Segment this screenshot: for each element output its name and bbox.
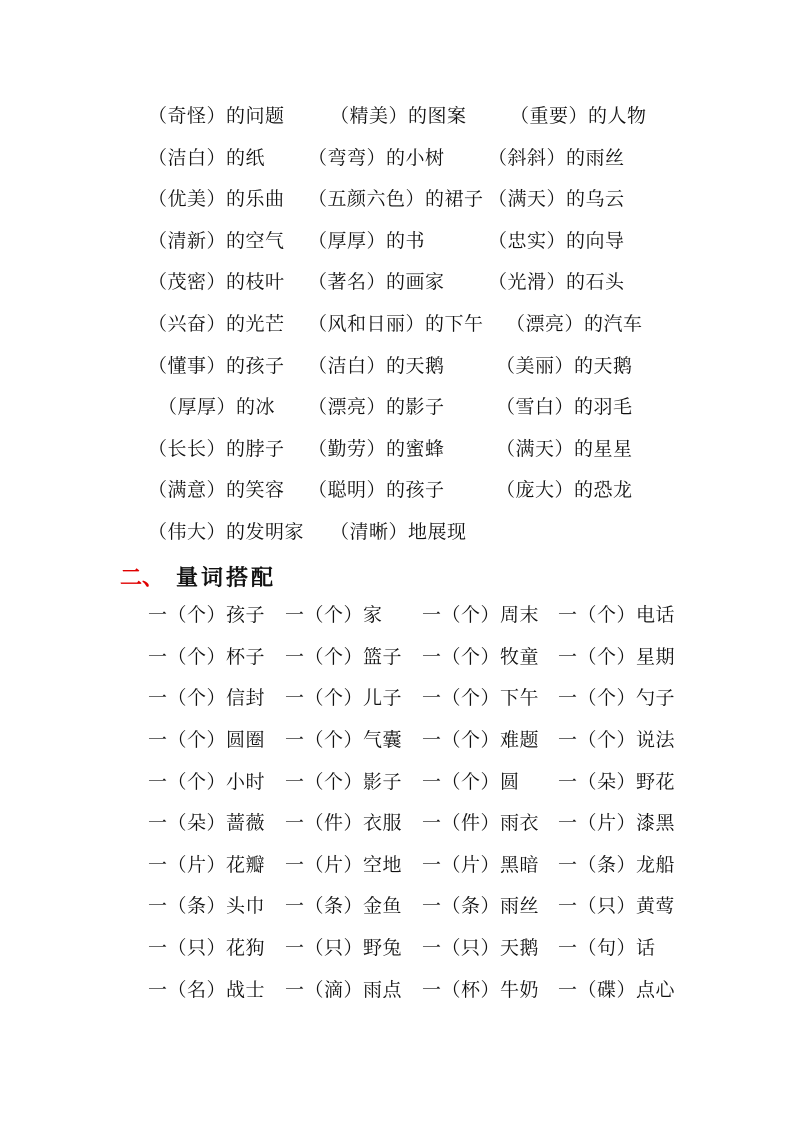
- measure-phrase: 一（件）衣服: [285, 812, 403, 834]
- measure-phrase: 一（个）难题: [422, 729, 540, 751]
- phrase: （聪明）的孩子: [308, 479, 445, 501]
- measure-phrase: 一（个）下午: [422, 687, 540, 709]
- measure-phrase: 一（个）星期: [558, 646, 676, 668]
- measure-phrase: 一（条）金鱼: [285, 895, 403, 917]
- phrase: （懂事）的孩子: [148, 355, 285, 377]
- measure-phrase: 一（个）信封: [148, 687, 266, 709]
- measure-phrase: 一（个）杯子: [148, 646, 266, 668]
- measure-phrase: 一（句）话: [558, 937, 656, 959]
- measure-phrase: 一（个）牧童: [422, 646, 540, 668]
- measure-phrase: 一（个）周末: [422, 604, 540, 626]
- measure-phrase: 一（片）花瓣: [148, 854, 266, 876]
- phrase: （雪白）的羽毛: [496, 396, 633, 418]
- measure-phrase: 一（滴）雨点: [285, 979, 403, 1001]
- measure-phrase: 一（个）圆圈: [148, 729, 266, 751]
- phrase: （重要）的人物: [510, 105, 647, 127]
- phrase: （美丽）的天鹅: [496, 355, 633, 377]
- phrase: （斜斜）的雨丝: [488, 147, 625, 169]
- measure-phrase: 一（只）野兔: [285, 937, 403, 959]
- measure-phrase: 一（件）雨衣: [422, 812, 540, 834]
- measure-phrase: 一（个）圆: [422, 771, 520, 793]
- measure-phrase: 一（条）头巾: [148, 895, 266, 917]
- phrase: （兴奋）的光芒: [148, 313, 285, 335]
- phrase: （伟大）的发明家: [148, 521, 305, 543]
- phrase: （茂密）的枝叶: [148, 271, 285, 293]
- measure-phrase: 一（个）勺子: [558, 687, 676, 709]
- measure-phrase: 一（个）小时: [148, 771, 266, 793]
- measure-phrase: 一（只）黄莺: [558, 895, 676, 917]
- phrase: （优美）的乐曲: [148, 188, 285, 210]
- measure-phrase: 一（朵）野花: [558, 771, 676, 793]
- measure-phrase: 一（个）说法: [558, 729, 676, 751]
- phrase: （洁白）的天鹅: [308, 355, 445, 377]
- measure-phrase: 一（碟）点心: [558, 979, 676, 1001]
- measure-phrase: 一（片）漆黑: [558, 812, 676, 834]
- measure-phrase: 一（条）雨丝: [422, 895, 540, 917]
- phrase: （满天）的星星: [496, 438, 633, 460]
- measure-phrase: 一（个）家: [285, 604, 383, 626]
- measure-phrase: 一（个）气囊: [285, 729, 403, 751]
- measure-phrase: 一（只）天鹅: [422, 937, 540, 959]
- phrase: （著名）的画家: [308, 271, 445, 293]
- phrase: （满天）的乌云: [488, 188, 625, 210]
- measure-phrase: 一（片）空地: [285, 854, 403, 876]
- measure-phrase: 一（片）黑暗: [422, 854, 540, 876]
- measure-phrase: 一（只）花狗: [148, 937, 266, 959]
- phrase: （漂亮）的汽车: [506, 313, 643, 335]
- section-number: 二、: [120, 566, 165, 591]
- section-title: 量词搭配: [176, 566, 277, 591]
- phrase: （精美）的图案: [330, 105, 467, 127]
- measure-phrase: 一（个）儿子: [285, 687, 403, 709]
- measure-phrase: 一（朵）蔷薇: [148, 812, 266, 834]
- phrase: （勤劳）的蜜蜂: [308, 438, 445, 460]
- phrase: （清新）的空气: [148, 230, 285, 252]
- phrase: （清晰）地展现: [330, 521, 467, 543]
- measure-phrase: 一（个）电话: [558, 604, 676, 626]
- measure-phrase: 一（名）战士: [148, 979, 266, 1001]
- phrase: （漂亮）的影子: [308, 396, 445, 418]
- section-heading: [120, 561, 276, 592]
- phrase: （洁白）的纸: [148, 147, 266, 169]
- phrase: （五颜六色）的裙子: [308, 188, 484, 210]
- measure-phrase: 一（个）影子: [285, 771, 403, 793]
- phrase: （厚厚）的冰: [158, 396, 276, 418]
- measure-phrase: 一（个）篮子: [285, 646, 403, 668]
- phrase: （忠实）的向导: [488, 230, 625, 252]
- phrase: （长长）的脖子: [148, 438, 285, 460]
- phrase: （风和日丽）的下午: [308, 313, 484, 335]
- measure-phrase: 一（杯）牛奶: [422, 979, 540, 1001]
- measure-phrase: 一（个）孩子: [148, 604, 266, 626]
- phrase: （弯弯）的小树: [308, 147, 445, 169]
- phrase: （奇怪）的问题: [148, 105, 285, 127]
- phrase: （庞大）的恐龙: [496, 479, 633, 501]
- phrase: （光滑）的石头: [488, 271, 625, 293]
- measure-phrase: 一（条）龙船: [558, 854, 676, 876]
- phrase: （满意）的笑容: [148, 479, 285, 501]
- phrase: （厚厚）的书: [308, 230, 426, 252]
